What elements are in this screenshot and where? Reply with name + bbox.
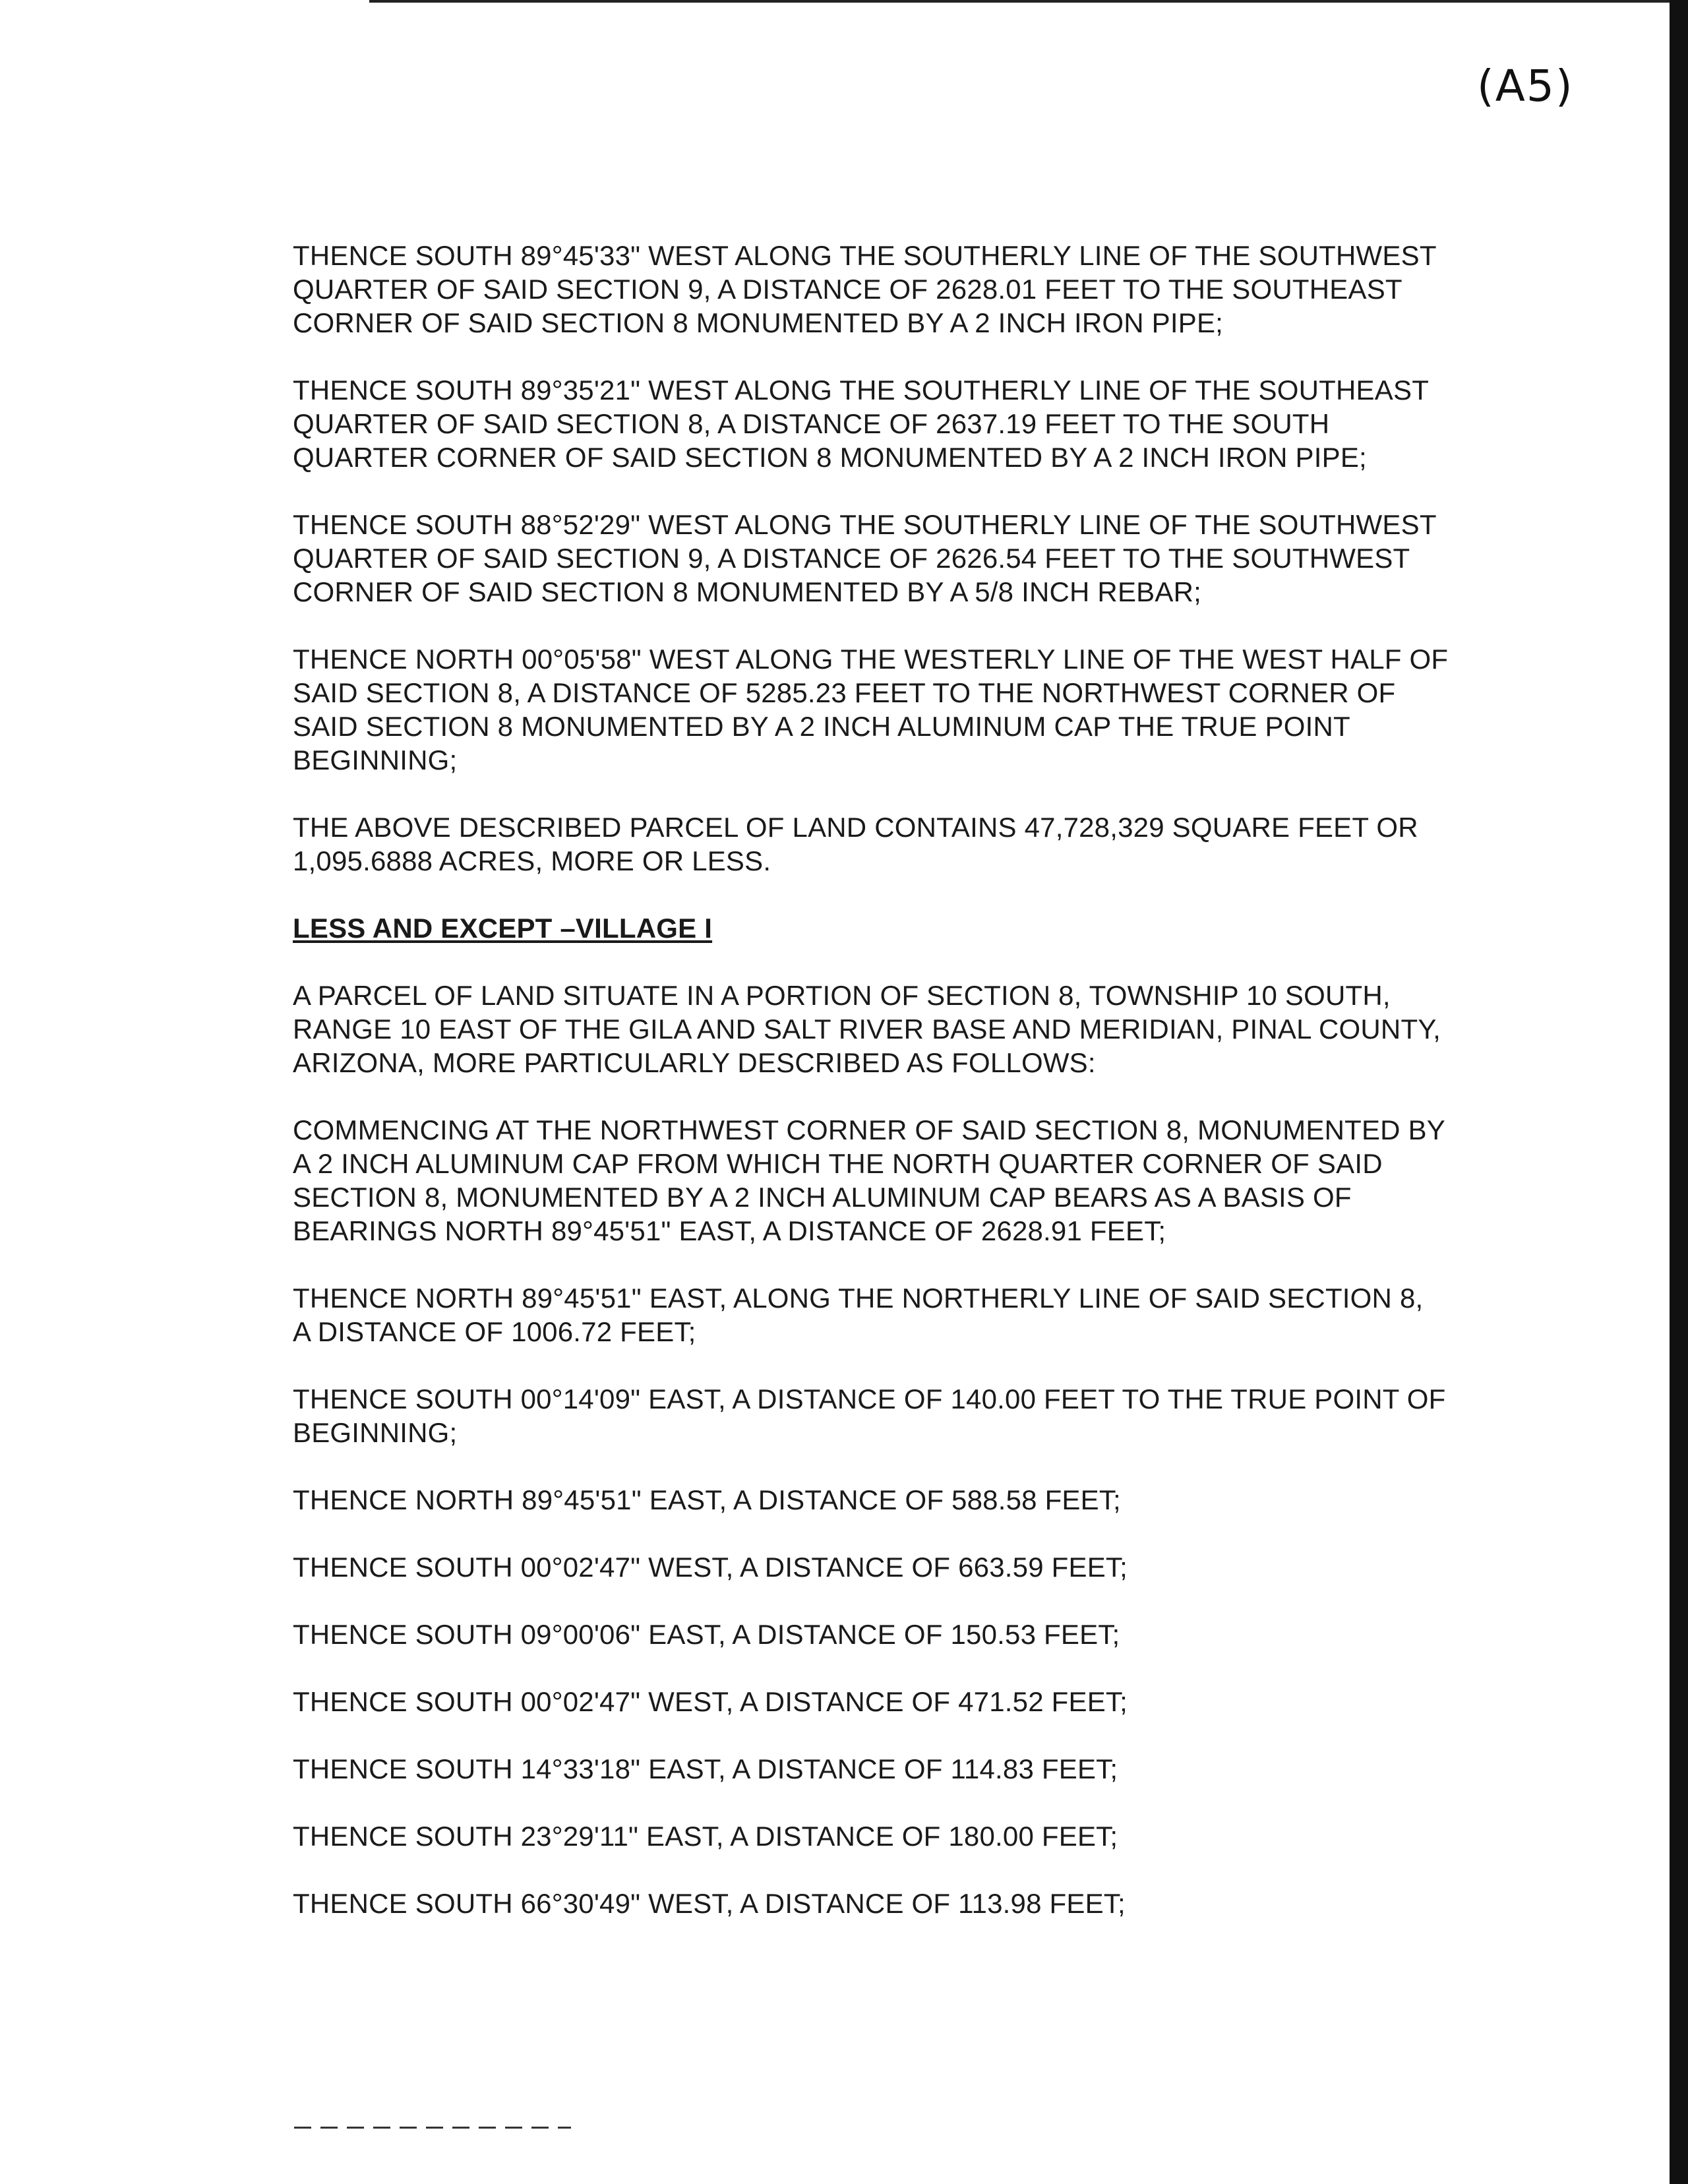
scan-right-edge: [1670, 0, 1688, 2184]
paragraph-8: THENCE NORTH 89°45'51" EAST, ALONG THE NORTHERLY LINE OF SAID SECTION 8, A DISTANCE OF 1006.72 FEET;: [293, 1283, 1424, 1347]
paragraph-7: COMMENCING AT THE NORTHWEST CORNER OF SAID SECTION 8, MONUMENTED BY A 2 INCH ALUMINUM CAP FROM WHICH THE NORTH QUARTER CORNER OF SAID SECTION 8, MONUMENTED BY A 2 INCH ALUMINUM CAP BEARS AS A BASIS OF BEARINGS NORTH 89°45'51" EAST, A DISTANCE OF 2628.91 FEET;: [293, 1114, 1445, 1246]
course-line: THENCE SOUTH 00°02'47" WEST, A DISTANCE OF 663.59 FEET;: [293, 1552, 1128, 1583]
paragraph-6: A PARCEL OF LAND SITUATE IN A PORTION OF SECTION 8, TOWNSHIP 10 SOUTH, RANGE 10 EAST OF THE GILA AND SALT RIVER BASE AND MERIDIAN, PINAL COUNTY, ARIZONA, MORE PARTICULARLY DESCRIBED AS FOLLOWS:: [293, 980, 1441, 1078]
legal-description: [293, 239, 1480, 1954]
course-line: THENCE SOUTH 23°29'11" EAST, A DISTANCE OF 180.00 FEET;: [293, 1821, 1118, 1852]
paragraph-2: THENCE SOUTH 89°35'21" WEST ALONG THE SOUTHERLY LINE OF THE SOUTHEAST QUARTER OF SAID SECTION 8, A DISTANCE OF 2637.19 FEET TO THE SOUTH QUARTER CORNER OF SAID SECTION 8 MONUMENTED BY A 2 INCH IRON PIPE;: [293, 375, 1430, 473]
course-line: THENCE NORTH 89°45'51" EAST, A DISTANCE OF 588.58 FEET;: [293, 1484, 1121, 1515]
page-mark: (A5): [1477, 61, 1574, 111]
course-line: THENCE SOUTH 14°33'18" EAST, A DISTANCE OF 114.83 FEET;: [293, 1753, 1118, 1784]
course-line: THENCE SOUTH 66°30'49" WEST, A DISTANCE OF 113.98 FEET;: [293, 1888, 1126, 1919]
paragraph-3: THENCE SOUTH 88°52'29" WEST ALONG THE SOUTHERLY LINE OF THE SOUTHWEST QUARTER OF SAID SECTION 9, A DISTANCE OF 2626.54 FEET TO THE SOUTHWEST CORNER OF SAID SECTION 8 MONUMENTED BY A 5/8 INCH REBAR;: [293, 509, 1437, 607]
paragraph-1: THENCE SOUTH 89°45'33" WEST ALONG THE SOUTHERLY LINE OF THE SOUTHWEST QUARTER OF SAID SECTION 9, A DISTANCE OF 2628.01 FEET TO THE SOUTHEAST CORNER OF SAID SECTION 8 MONUMENTED BY A 2 INCH IRON PIPE;: [293, 240, 1437, 338]
paragraph-4: THENCE NORTH 00°05'58" WEST ALONG THE WESTERLY LINE OF THE WEST HALF OF SAID SECTION 8, A DISTANCE OF 5285.23 FEET TO THE NORTHWEST CORNER OF SAID SECTION 8 MONUMENTED BY A 2 INCH ALUMINUM CAP THE TRUE POINT BEGINNING;: [293, 644, 1449, 775]
section-heading: LESS AND EXCEPT –VILLAGE I: [293, 913, 713, 944]
paragraph-5: THE ABOVE DESCRIBED PARCEL OF LAND CONTAINS 47,728,329 SQUARE FEET OR 1,095.6888 ACRES, MORE OR LESS.: [293, 812, 1418, 876]
paragraph-9: THENCE SOUTH 00°14'09" EAST, A DISTANCE OF 140.00 FEET TO THE TRUE POINT OF BEGINNING;: [293, 1383, 1446, 1448]
scan-bottom-dash: [294, 2127, 571, 2129]
course-line: THENCE SOUTH 09°00'06" EAST, A DISTANCE OF 150.53 FEET;: [293, 1619, 1120, 1650]
course-line: THENCE SOUTH 00°02'47" WEST, A DISTANCE OF 471.52 FEET;: [293, 1686, 1128, 1717]
scan-top-rule: [369, 0, 1675, 3]
